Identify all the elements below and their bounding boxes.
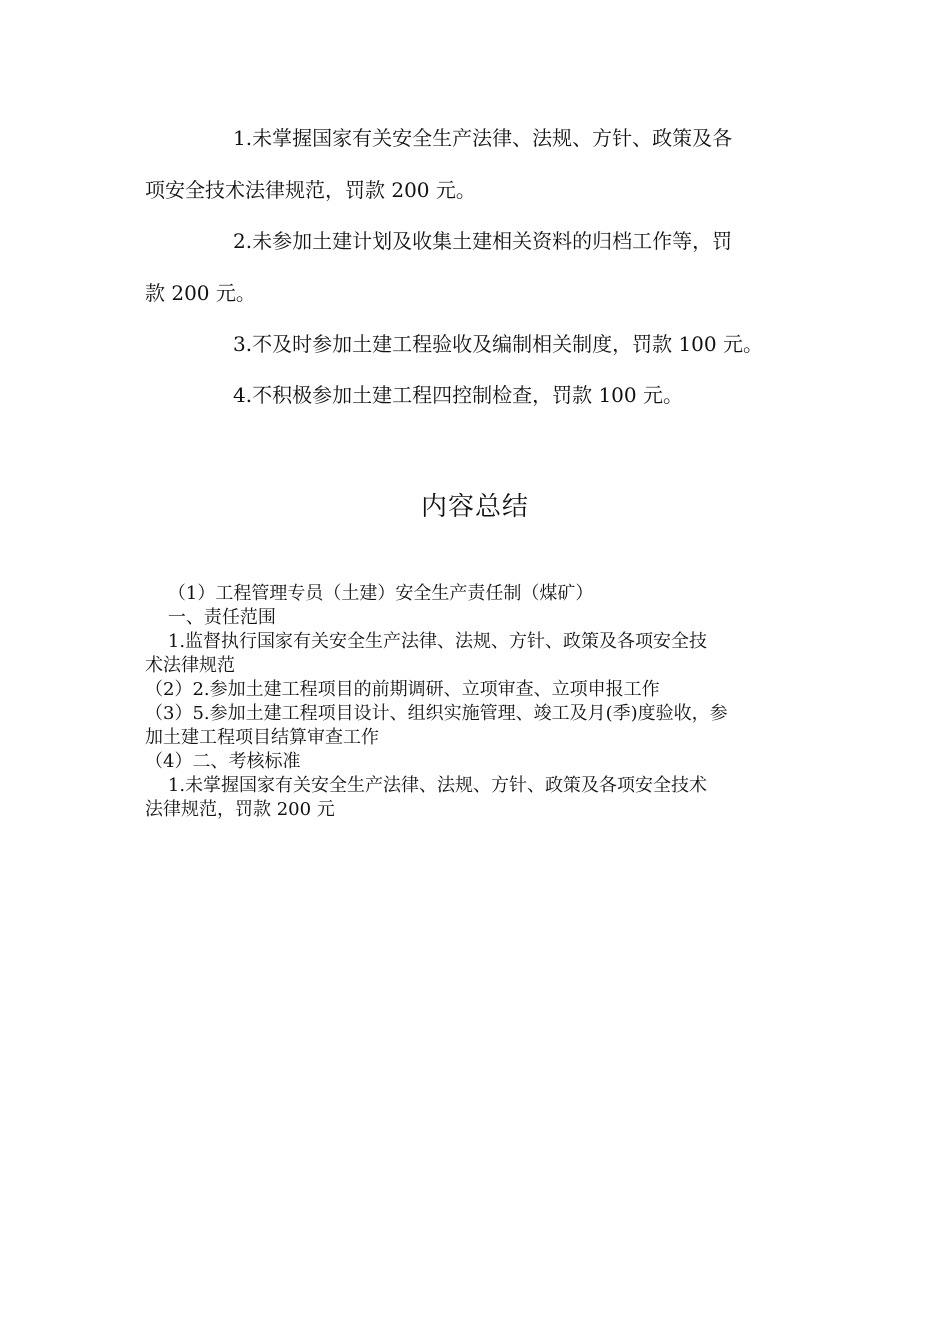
item-3-line-1: 3.不及时参加土建工程验收及编制相关制度，罚款 100 元。 bbox=[233, 332, 763, 356]
summary-block bbox=[145, 582, 810, 822]
item-2-line-2: 款 200 元。 bbox=[145, 281, 256, 305]
summary-line: 1.监督执行国家有关安全生产法律、法规、方针、政策及各项安全技 bbox=[145, 631, 708, 652]
item-1-line-1: 1.未掌握国家有关安全生产法律、法规、方针、政策及各 bbox=[233, 126, 733, 150]
summary-line: （4）二、考核标准 bbox=[145, 751, 301, 772]
item-2-line-1: 2.未参加土建计划及收集土建相关资料的归档工作等，罚 bbox=[233, 229, 733, 253]
summary-line: （1）工程管理专员（土建）安全生产责任制（煤矿） bbox=[145, 583, 594, 604]
summary-line: 加土建工程项目结算审查工作 bbox=[145, 727, 379, 748]
item-4-line-1: 4.不积极参加土建工程四控制检查，罚款 100 元。 bbox=[233, 383, 683, 407]
summary-title: 内容总结 bbox=[420, 492, 529, 522]
summary-line: 一、责任范围 bbox=[145, 607, 276, 628]
summary-line: 法律规范，罚款 200 元 bbox=[145, 799, 335, 820]
summary-line: （3）5.参加土建工程项目设计、组织实施管理、竣工及月(季)度验收，参 bbox=[145, 703, 728, 724]
item-1-line-2: 项安全技术法律规范，罚款 200 元。 bbox=[145, 178, 476, 202]
summary-line: 1.未掌握国家有关安全生产法律、法规、方针、政策及各项安全技术 bbox=[145, 775, 708, 796]
summary-line: （2）2.参加土建工程项目的前期调研、立项审查、立项申报工作 bbox=[145, 679, 660, 700]
summary-line: 术法律规范 bbox=[145, 655, 235, 676]
